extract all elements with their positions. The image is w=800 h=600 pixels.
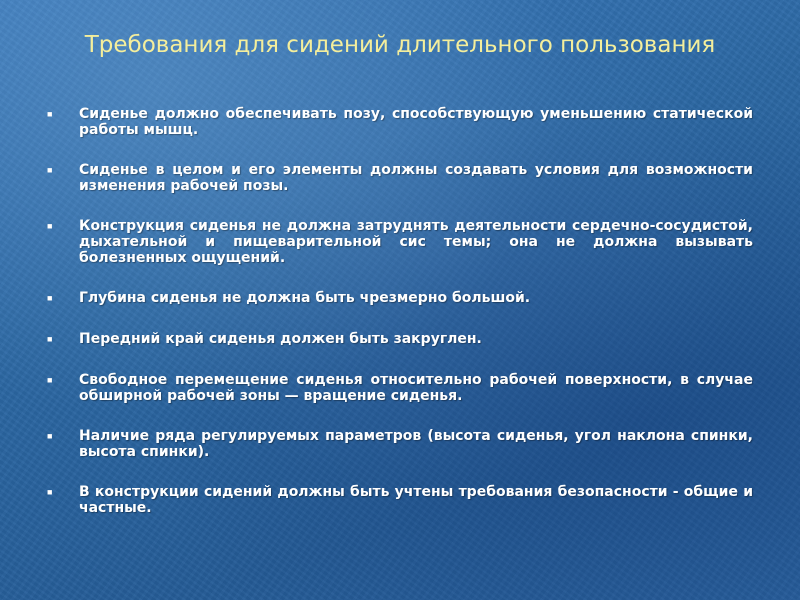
bullet-icon: ■ [47,375,53,385]
list-item [47,372,753,404]
bullet-text: В конструкции сидений должны быть учтены требования безопасности - общие и частные. [79,484,753,516]
bullet-icon: ■ [47,293,53,303]
bullet-text: Конструкция сиденья не должна затруднять деятельности сердечно-сосудистой, дыхательной и пищеварительной сис темы; она не должна вызывать болезненных ощущений. [79,218,753,266]
list-item [47,290,753,307]
bullet-icon: ■ [47,165,53,175]
list-item [47,106,753,138]
bullet-text: Сиденье в целом и его элементы должны создавать условия для возможности изменения рабочей позы. [79,162,753,194]
bullet-text: Глубина сиденья не должна быть чрезмерно большой. [79,290,531,306]
slide-title: Требования для сидений длительного пользования [84,32,716,58]
bullet-icon: ■ [47,334,53,344]
bullet-icon: ■ [47,487,53,497]
list-item [47,428,753,460]
list-item [47,331,753,348]
bullet-list [47,106,753,540]
bullet-text: Наличие ряда регулируемых параметров (высота сиденья, угол наклона спинки, высота спинки). [79,428,753,460]
bullet-text: Свободное перемещение сиденья относительно рабочей поверхности, в случае обширной рабочей зоны — вращение сиденья. [79,372,753,404]
list-item [47,484,753,516]
bullet-icon: ■ [47,109,53,119]
bullet-text: Сиденье должно обеспечивать позу, способствующую уменьшению статической работы мышц. [79,106,753,138]
list-item [47,162,753,194]
bullet-icon: ■ [47,221,53,231]
bullet-text: Передний край сиденья должен быть закруглен. [79,331,482,347]
list-item [47,218,753,266]
bullet-icon: ■ [47,431,53,441]
